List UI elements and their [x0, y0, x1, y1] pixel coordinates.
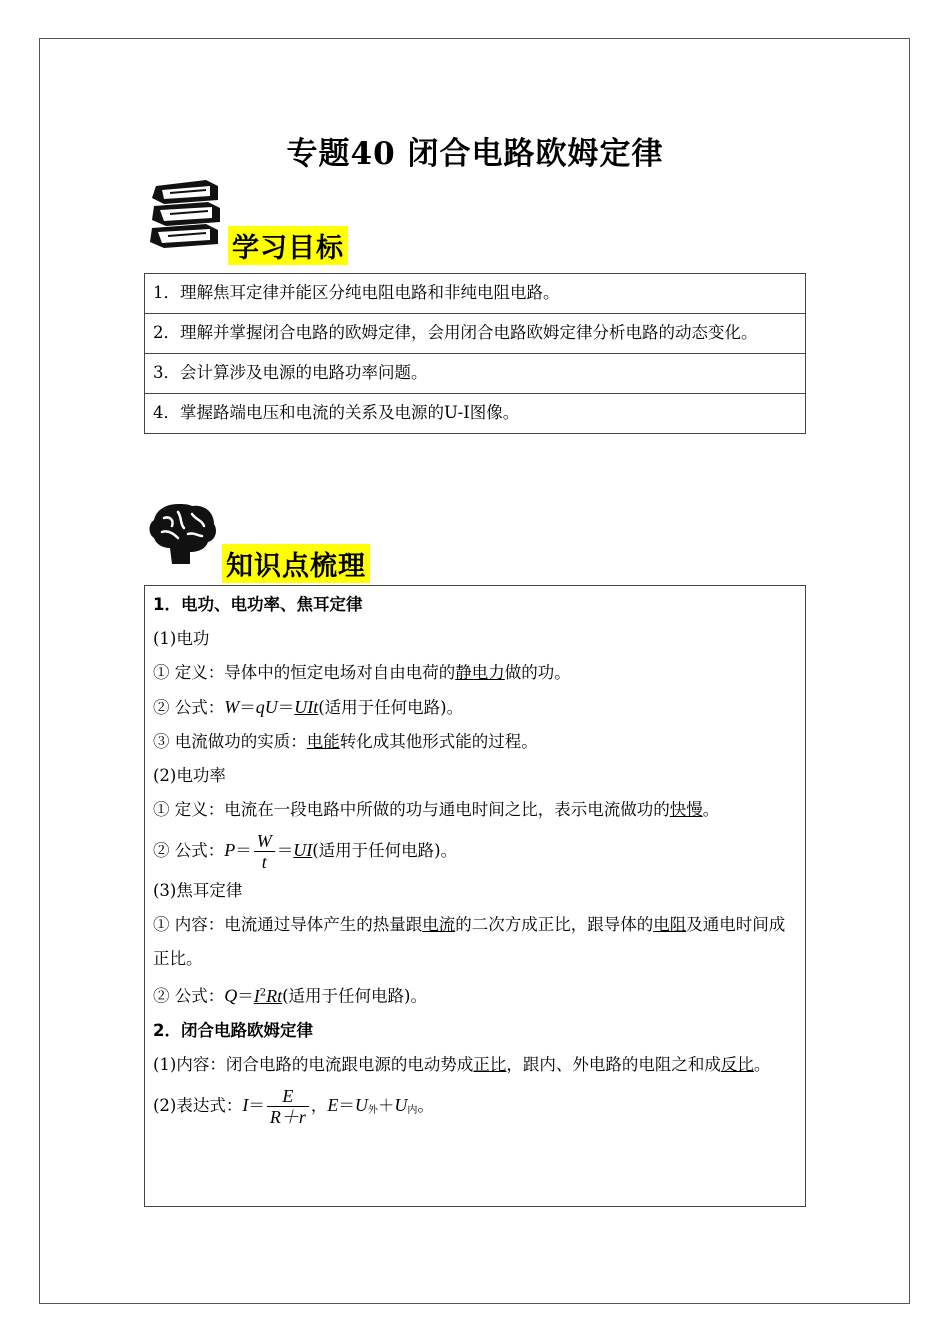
paragraph: (1)内容：闭合电路的电流跟电源的电动势成正比，跟内、外电路的电阻之和成反比。 [153, 1054, 771, 1074]
section-knowledge-header [148, 502, 366, 582]
section-learning-goals-header [146, 178, 344, 264]
learning-goals-table [144, 273, 806, 434]
section-heading: 学习目标 [228, 226, 348, 265]
subheading: 2．闭合电路欧姆定律 [153, 1020, 313, 1040]
formula-line: (2)表达式：I＝ $\frac{E}{R+r}$ ，$E=U_外+U_内$。 [153, 1085, 434, 1127]
paragraph: ③ 电流做功的实质：电能转化成其他形式能的过程。 [153, 732, 538, 751]
knowledge-content-box [144, 585, 806, 1207]
page-title: 专题40 闭合电路欧姆定律 [286, 136, 664, 172]
paragraph: ① 定义：电流在一段电路中所做的功与通电时间之比，表示电流做功的快慢。 [153, 800, 720, 819]
formula-line: ② 公式：$Q=I^2Rt$(适用于任何电路)。 [153, 985, 427, 1006]
books-icon [146, 178, 224, 250]
subheading: 1．电功、电功率、焦耳定律 [153, 595, 363, 614]
section-heading: 知识点梳理 [222, 544, 370, 583]
paragraph: (3)焦耳定律 [153, 881, 243, 900]
paragraph: ① 内容：电流通过导体产生的热量跟电流的二次方成正比，跟导体的电阻及通电时间成正比。 [153, 915, 786, 968]
fraction: $\frac{E}{R+r}$ [267, 1086, 309, 1127]
paragraph: ① 定义：导体中的恒定电场对自由电荷的静电力做的功。 [153, 663, 571, 682]
goal-item: 4．掌握路端电压和电流的关系及电源的U-I图像。 [153, 403, 520, 422]
formula-line: ② 公式：P＝ $\frac{W}{t}$ ＝UI(适用于任何电路)。 [153, 831, 458, 872]
goal-item: 1．理解焦耳定律并能区分纯电阻电路和非纯电阻电路。 [145, 274, 805, 314]
fraction: $\frac{W}{t}$ [254, 831, 275, 872]
goal-item: 3．会计算涉及电源的电路功率问题。 [145, 354, 805, 394]
brain-icon [148, 502, 220, 566]
goal-item: 2．理解并掌握闭合电路的欧姆定律，会用闭合电路欧姆定律分析电路的动态变化。 [145, 314, 805, 354]
formula-line: ② 公式：W＝qU＝UIt(适用于任何电路)。 [153, 697, 464, 717]
paragraph: (1)电功 [153, 629, 210, 648]
paragraph: (2)电功率 [153, 766, 226, 785]
